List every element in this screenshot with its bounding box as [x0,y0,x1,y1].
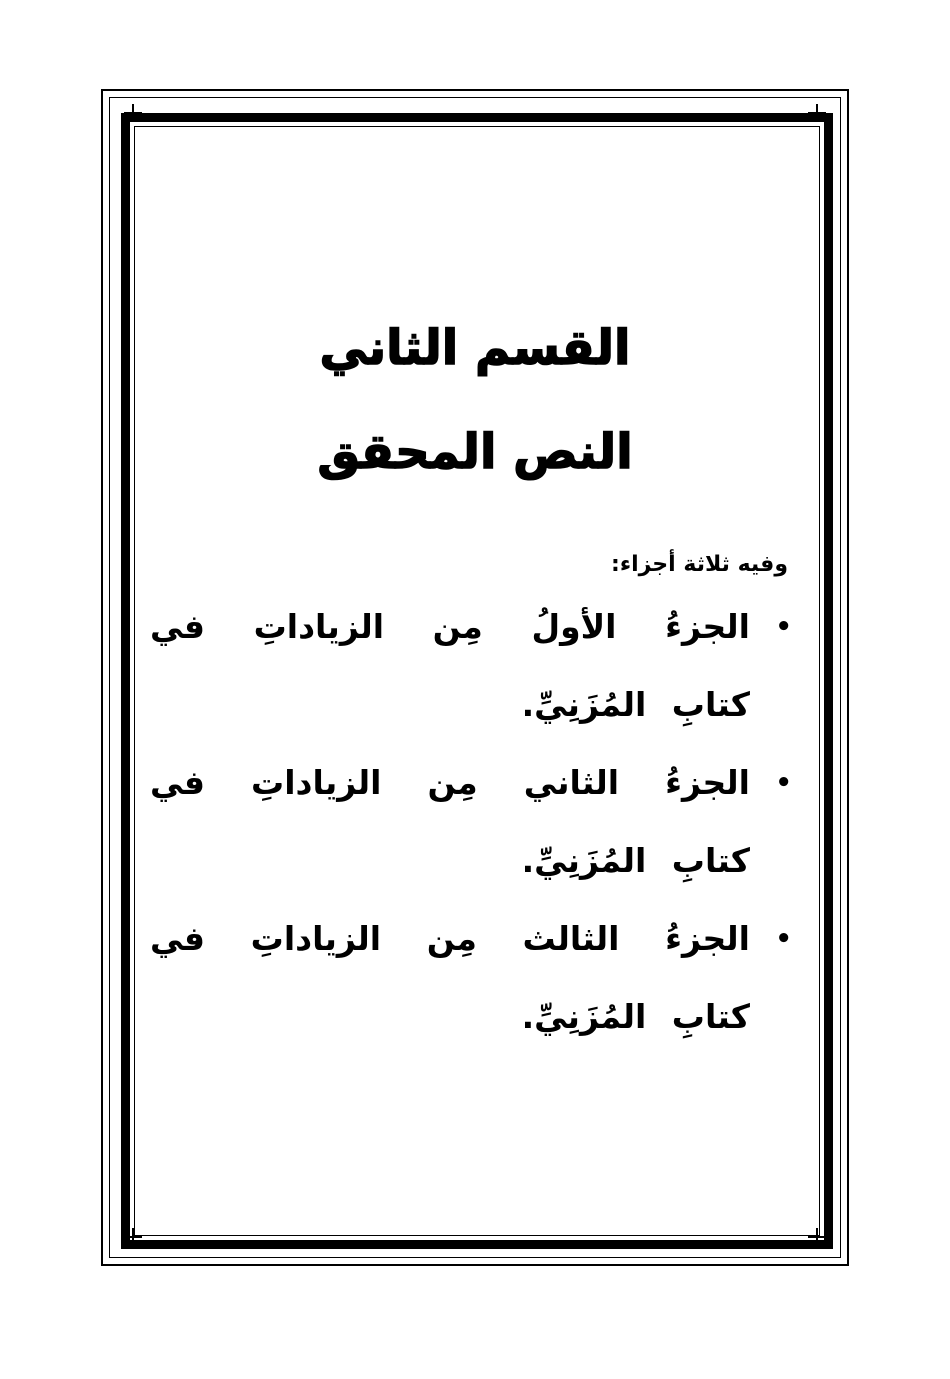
corner-ornament-top-left [124,104,142,122]
list-item [150,588,800,744]
list-item-text: الجزءُ الأولُ مِن الزياداتِ في كتابِ المُزَنِيِّ. [150,607,750,724]
bullet-icon: • [775,768,792,798]
page-content [150,300,800,1056]
bullet-icon: • [775,924,792,954]
bullet-icon: • [775,612,792,642]
list-item-text: الجزءُ الثالث مِن الزياداتِ في كتابِ المُزَنِيِّ. [150,919,750,1036]
corner-ornament-bottom-left [124,1228,142,1246]
parts-list [150,588,800,1056]
list-item [150,900,800,1056]
list-item-text: الجزءُ الثاني مِن الزياداتِ في كتابِ المُزَنِيِّ. [150,763,750,880]
intro-text: وفيه ثلاثة أجزاء: [611,552,788,577]
section-title: القسم الثاني [319,320,631,376]
corner-ornament-bottom-right [808,1228,826,1246]
list-item [150,744,800,900]
corner-ornament-top-right [808,104,826,122]
section-subtitle: النص المحقق [317,424,633,480]
